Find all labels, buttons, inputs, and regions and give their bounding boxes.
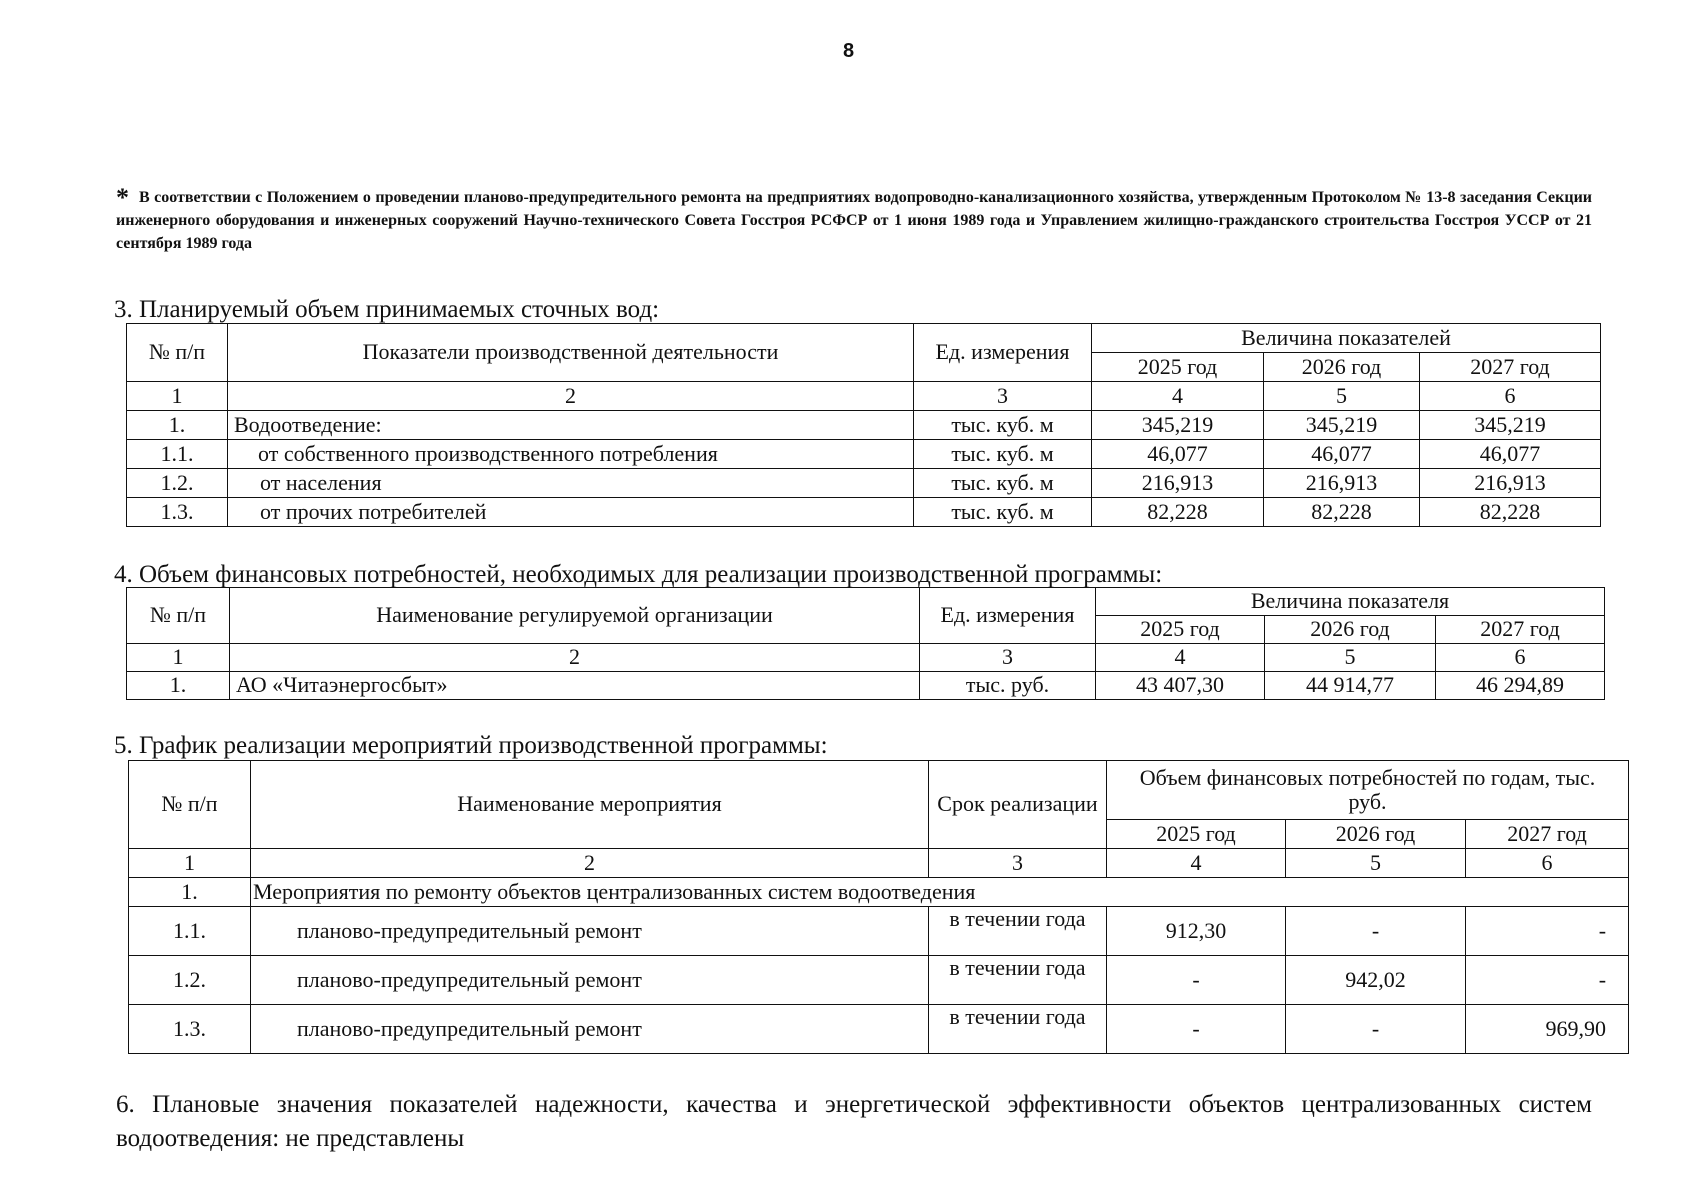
column-number: 4 (1096, 644, 1265, 672)
row-value-2025: 345,219 (1092, 411, 1264, 440)
col-header-name: Наименование мероприятия (251, 761, 929, 849)
column-number: 2 (230, 644, 920, 672)
section4-title: 4. Объем финансовых потребностей, необходимых для реализации производственной программы: (114, 561, 1163, 588)
column-number: 1 (127, 644, 230, 672)
col-header-2027: 2027 год (1466, 820, 1629, 849)
row-name: планово-предупредительный ремонт (251, 956, 929, 1005)
column-number: 3 (914, 382, 1092, 411)
row-num: 1.2. (127, 469, 228, 498)
row-term: в течении года (929, 956, 1107, 1005)
row-value-2026: 44 914,77 (1265, 672, 1436, 700)
column-number: 4 (1107, 849, 1286, 878)
table-row (127, 672, 1605, 700)
col-header-term: Срок реализации (929, 761, 1107, 849)
row-num: 1. (127, 411, 228, 440)
wastewater-volume-table (126, 323, 1601, 527)
row-num: 1.1. (127, 440, 228, 469)
column-number: 6 (1420, 382, 1601, 411)
col-header-2026: 2026 год (1286, 820, 1466, 849)
col-header-2025: 2025 год (1096, 616, 1265, 644)
row-value-2025: - (1107, 956, 1286, 1005)
table-row (129, 1005, 1629, 1054)
group-name: Мероприятия по ремонту объектов централизованных систем водоотведения (251, 878, 1629, 907)
column-number-row (129, 849, 1629, 878)
row-value-2025: 912,30 (1107, 907, 1286, 956)
row-value-2027: 345,219 (1420, 411, 1601, 440)
row-num: 1.3. (127, 498, 228, 527)
row-value-2027: 969,90 (1466, 1005, 1629, 1054)
row-unit: тыс. куб. м (914, 440, 1092, 469)
column-number: 3 (920, 644, 1096, 672)
row-num: 1.3. (129, 1005, 251, 1054)
row-value-2026: 216,913 (1264, 469, 1420, 498)
column-number: 4 (1092, 382, 1264, 411)
row-value-2026: - (1286, 1005, 1466, 1054)
row-value-2025: 43 407,30 (1096, 672, 1265, 700)
section5-title: 5. График реализации мероприятий производственной программы: (114, 732, 828, 759)
col-header-values: Величина показателя (1096, 588, 1605, 616)
row-value-2025: 82,228 (1092, 498, 1264, 527)
page-number: 8 (842, 40, 855, 62)
column-number: 3 (929, 849, 1107, 878)
row-term: в течении года (929, 907, 1107, 956)
row-name: от собственного производственного потребления (228, 440, 914, 469)
column-number: 1 (127, 382, 228, 411)
footnote (116, 183, 1592, 255)
col-header-num: № п/п (129, 761, 251, 849)
col-header-unit: Ед. измерения (920, 588, 1096, 644)
row-value-2027: 82,228 (1420, 498, 1601, 527)
col-header-2025: 2025 год (1107, 820, 1286, 849)
row-unit: тыс. куб. м (914, 498, 1092, 527)
table-row (127, 498, 1601, 527)
column-number: 1 (129, 849, 251, 878)
row-value-2027: 46,077 (1420, 440, 1601, 469)
row-value-2026: 942,02 (1286, 956, 1466, 1005)
col-header-name: Наименование регулируемой организации (230, 588, 920, 644)
row-value-2027: 46 294,89 (1436, 672, 1605, 700)
col-header-2026: 2026 год (1264, 353, 1420, 382)
col-header-2027: 2027 год (1436, 616, 1605, 644)
col-header-2025: 2025 год (1092, 353, 1264, 382)
row-value-2026: - (1286, 907, 1466, 956)
column-number-row (127, 382, 1601, 411)
row-value-2027: - (1466, 956, 1629, 1005)
table-row (129, 956, 1629, 1005)
table-row (127, 411, 1601, 440)
section3-title: 3. Планируемый объем принимаемых сточных вод: (114, 296, 660, 323)
column-number: 6 (1466, 849, 1629, 878)
row-num: 1. (127, 672, 230, 700)
col-header-values: Величина показателей (1092, 324, 1601, 353)
row-value-2026: 46,077 (1264, 440, 1420, 469)
row-value-2027: 216,913 (1420, 469, 1601, 498)
row-value-2026: 345,219 (1264, 411, 1420, 440)
section6-text: 6. Плановые значения показателей надежности, качества и энергетической эффективности объектов централизованных систем водоотведения: не представлены (116, 1091, 1592, 1152)
row-unit: тыс. куб. м (914, 469, 1092, 498)
table-row (127, 440, 1601, 469)
column-number: 5 (1264, 382, 1420, 411)
row-value-2025: - (1107, 1005, 1286, 1054)
row-num: 1.2. (129, 956, 251, 1005)
row-name: планово-предупредительный ремонт (251, 907, 929, 956)
col-header-2027: 2027 год (1420, 353, 1601, 382)
row-term: в течении года (929, 1005, 1107, 1054)
row-num: 1.1. (129, 907, 251, 956)
column-number-row (127, 644, 1605, 672)
row-name: от прочих потребителей (228, 498, 914, 527)
row-unit: тыс. руб. (920, 672, 1096, 700)
column-number: 2 (251, 849, 929, 878)
table-row (129, 907, 1629, 956)
row-unit: тыс. куб. м (914, 411, 1092, 440)
column-number: 5 (1265, 644, 1436, 672)
row-value-2026: 82,228 (1264, 498, 1420, 527)
row-name: от населения (228, 469, 914, 498)
financial-needs-table (126, 587, 1605, 700)
column-number: 2 (228, 382, 914, 411)
col-header-unit: Ед. измерения (914, 324, 1092, 382)
col-header-values: Объем финансовых потребностей по годам, тыс. руб. (1107, 761, 1629, 820)
footnote-text: В соответствии с Положением о проведении планово-предупредительного ремонта на предприятиях водопроводно-канализационного хозяйства, утвержденным Протоколом № 13-8 заседания Секции инженерного оборудования и инженерных сооружений Научно-технического Совета Госстроя РСФСР от 1 июня 1989 года и Управлением жилищно-гражданского строительства Госстроя УССР от 21 сентября 1989 года (116, 189, 1592, 252)
group-row (129, 878, 1629, 907)
column-number: 5 (1286, 849, 1466, 878)
footnote-asterisk: * (116, 183, 129, 212)
col-header-2026: 2026 год (1265, 616, 1436, 644)
table-row (127, 469, 1601, 498)
col-header-name: Показатели производственной деятельности (228, 324, 914, 382)
column-number: 6 (1436, 644, 1605, 672)
row-value-2025: 216,913 (1092, 469, 1264, 498)
row-name: Водоотведение: (228, 411, 914, 440)
activities-schedule-table (128, 760, 1629, 1054)
col-header-num: № п/п (127, 324, 228, 382)
group-num: 1. (129, 878, 251, 907)
row-name: АО «Читаэнергосбыт» (230, 672, 920, 700)
col-header-num: № п/п (127, 588, 230, 644)
row-value-2025: 46,077 (1092, 440, 1264, 469)
row-value-2027: - (1466, 907, 1629, 956)
row-name: планово-предупредительный ремонт (251, 1005, 929, 1054)
